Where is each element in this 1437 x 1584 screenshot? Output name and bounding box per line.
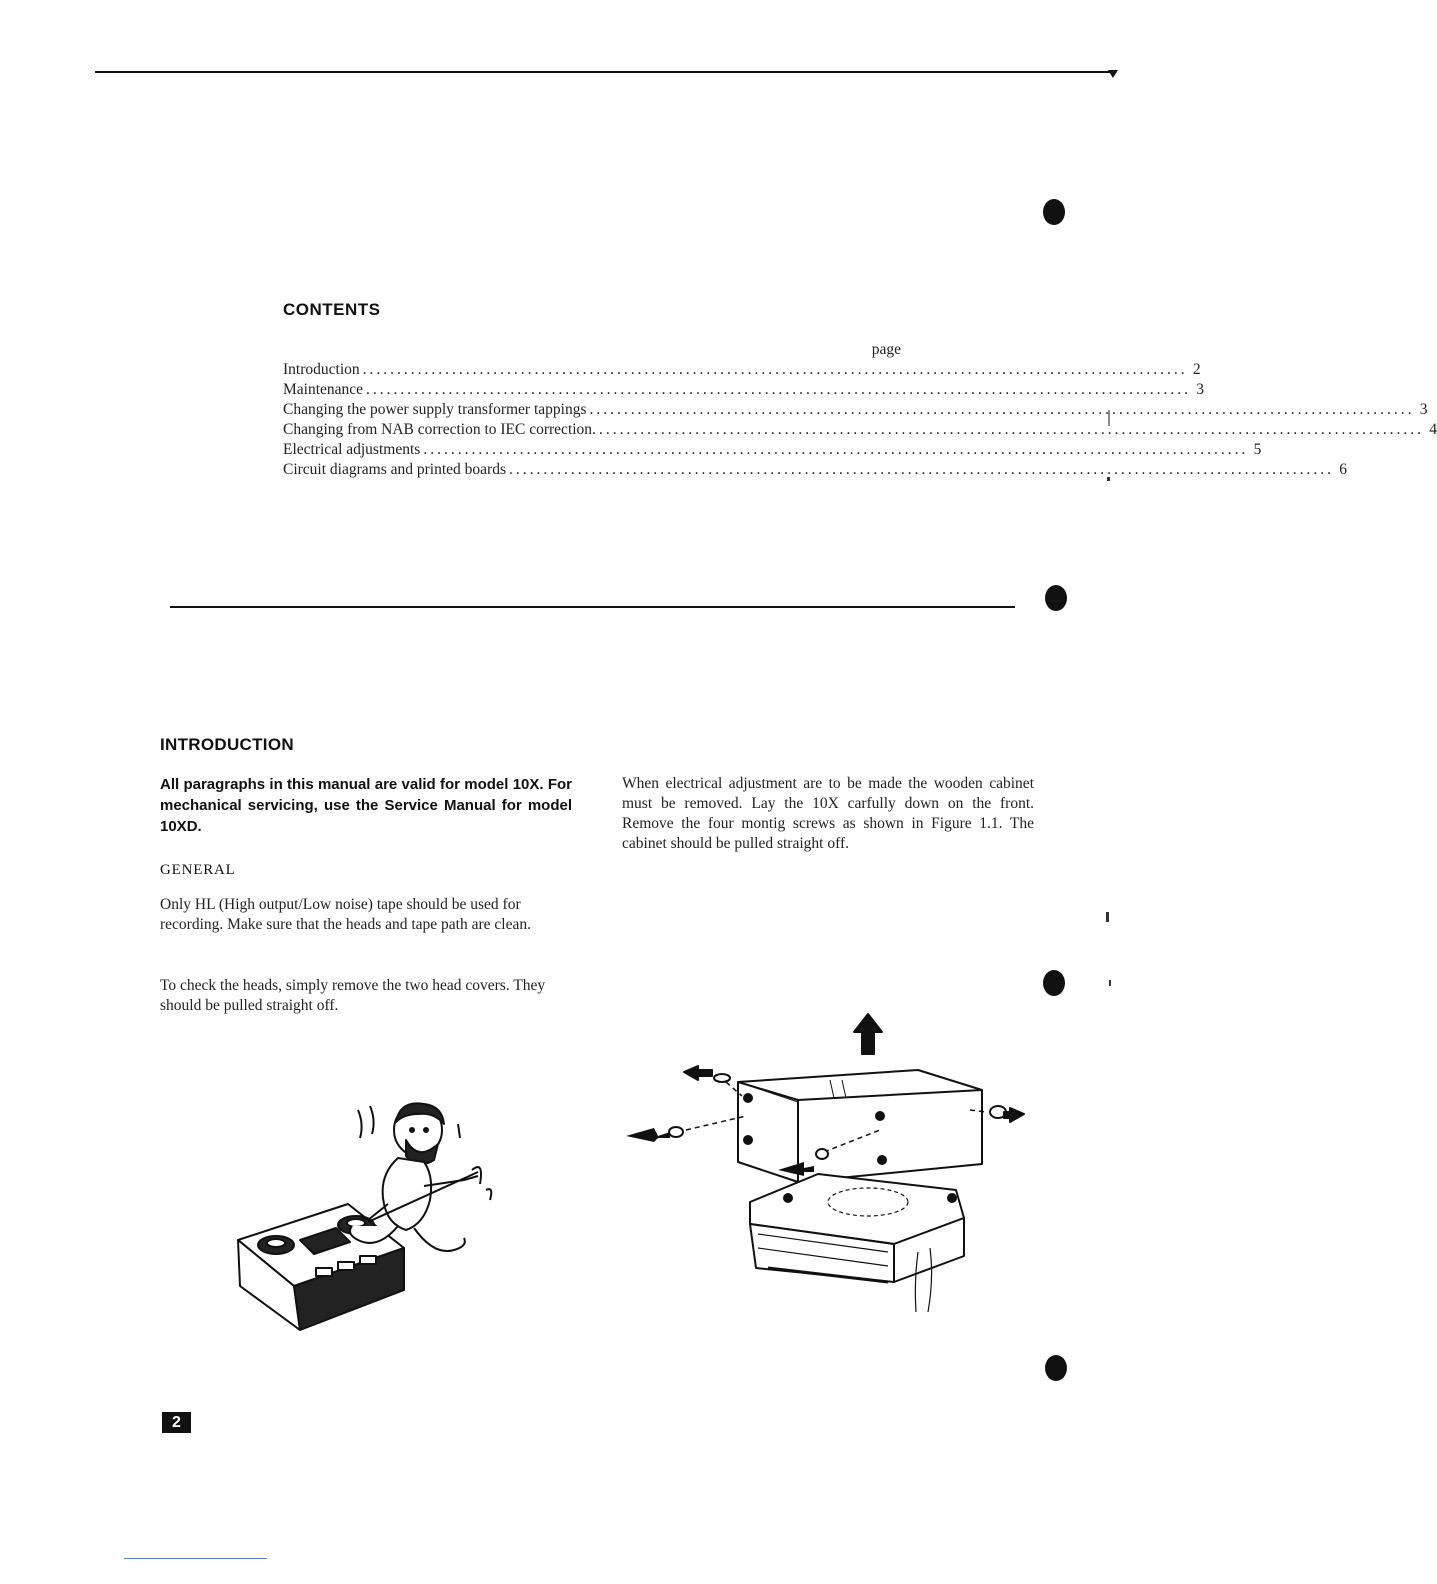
toc-entry[interactable]: Introduction ........................................................................................................................ 2 xyxy=(283,361,1201,378)
binder-hole-2 xyxy=(1045,585,1067,611)
toc-entry[interactable]: Electrical adjustments ........................................................................................................................ 5 xyxy=(283,441,1262,458)
introduction-heading: INTRODUCTION xyxy=(160,735,294,754)
top-rule-tip xyxy=(1108,70,1118,78)
scan-speck xyxy=(1106,912,1109,922)
page-number-badge: 2 xyxy=(162,1412,191,1433)
binder-hole-4 xyxy=(1045,1355,1067,1381)
toc-entry[interactable]: Changing from NAB correction to IEC correction. ........................................................................................................................ 4 xyxy=(283,421,1437,438)
contents-heading: CONTENTS xyxy=(283,300,381,319)
cabinet-removal-exploded-diagram xyxy=(618,1012,1038,1322)
introduction-lead: All paragraphs in this manual are valid for model 10X. For mechanical servicing, use the Service Manual for model 10XD. xyxy=(160,776,572,835)
link-underline xyxy=(124,1558,267,1559)
cabinet-paragraph: When electrical adjustment are to be made the wooden cabinet must be removed. Lay the 10X carfully down on the front. Remove the four montig screws as shown in Figure 1.1. The cabinet should be pulled straight off. xyxy=(622,775,1034,852)
top-rule xyxy=(95,71,1115,73)
technician-with-tape-recorder-illustration xyxy=(228,1100,518,1335)
toc-entry[interactable]: Maintenance ........................................................................................................................ 3 xyxy=(283,381,1205,398)
general-paragraph-2: To check the heads, simply remove the two head covers. They should be pulled straight off. xyxy=(160,977,546,1014)
toc-entry[interactable]: Circuit diagrams and printed boards ........................................................................................................................ 6 xyxy=(283,461,1347,478)
general-heading: GENERAL xyxy=(160,862,236,878)
toc-page-header: page xyxy=(871,341,901,358)
binder-hole-1 xyxy=(1043,199,1065,225)
section-divider xyxy=(170,606,1015,608)
scan-speck xyxy=(1109,980,1111,986)
general-paragraph-1: Only HL (High output/Low noise) tape should be used for recording. Make sure that the heads and tape path are clean. xyxy=(160,896,531,933)
table-of-contents xyxy=(283,340,1437,480)
toc-entry[interactable]: Changing the power supply transformer tappings ........................................................................................................................ 3 xyxy=(283,401,1428,418)
binder-hole-3 xyxy=(1043,970,1065,996)
